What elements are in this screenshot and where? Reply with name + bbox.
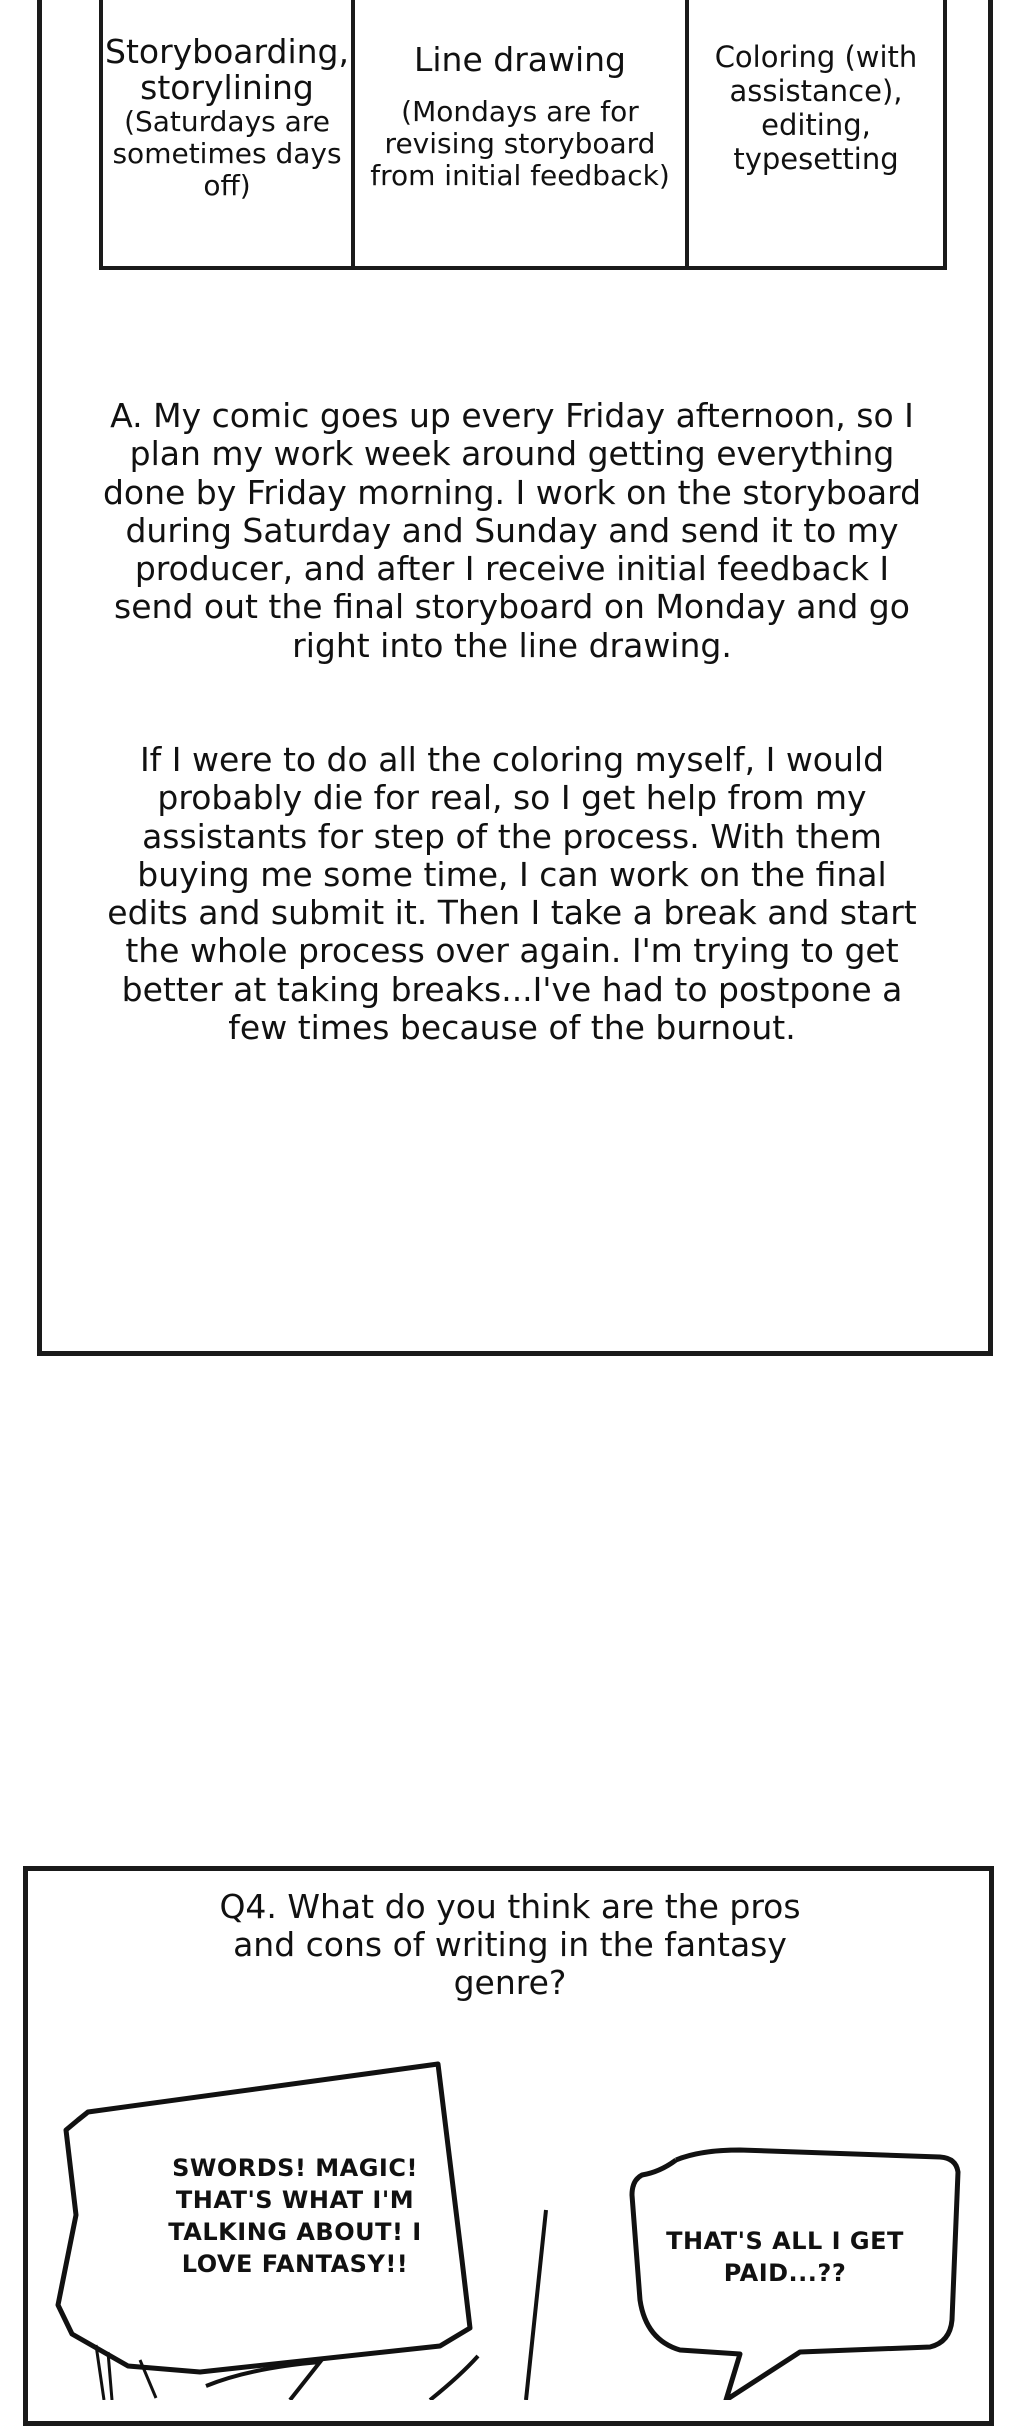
answer-paragraph-2: If I were to do all the coloring myself, I would probably die for real, so I get help from my assistants for step of the process. With them buying me some time, I can work on the final edits and submit it. Then I take a break and start the whole process over again. I'm trying to get better at taking breaks...I've had to postpone a few times because of the burnout. <box>107 740 917 1048</box>
schedule-text-coloring: Coloring (with assistance), editing, typesetting <box>714 40 918 176</box>
schedule-note-mondays: (Mondays are for revising storyboard from initial feedback) <box>370 95 670 192</box>
answer-paragraph-1: A. My comic goes up every Friday afternoon, so I plan my work week around getting everything done by Friday morning. I work on the storyboard during Saturday and Sunday and send it to my producer, and after I receive initial feedback I send out the final storyboard on Monday and go right into the line drawing. <box>102 396 922 665</box>
sketch-line-6 <box>430 2356 478 2400</box>
speech-bubble-right-text: THAT'S ALL I GET PAID...?? <box>666 2227 904 2287</box>
schedule-note-saturdays: (Saturdays are sometimes days off) <box>112 105 342 202</box>
sketch-line-1 <box>526 2210 546 2400</box>
schedule-title-storyboarding: Storyboarding, storylining <box>105 32 349 107</box>
question-text: Q4. What do you think are the pros and cons of writing in the fantasy genre? <box>219 1887 801 2002</box>
schedule-title-line-drawing: Line drawing <box>413 40 627 79</box>
speech-bubble-left-text: SWORDS! MAGIC! THAT'S WHAT I'M TALKING ABOUT! I LOVE FANTASY!! <box>168 2154 422 2278</box>
